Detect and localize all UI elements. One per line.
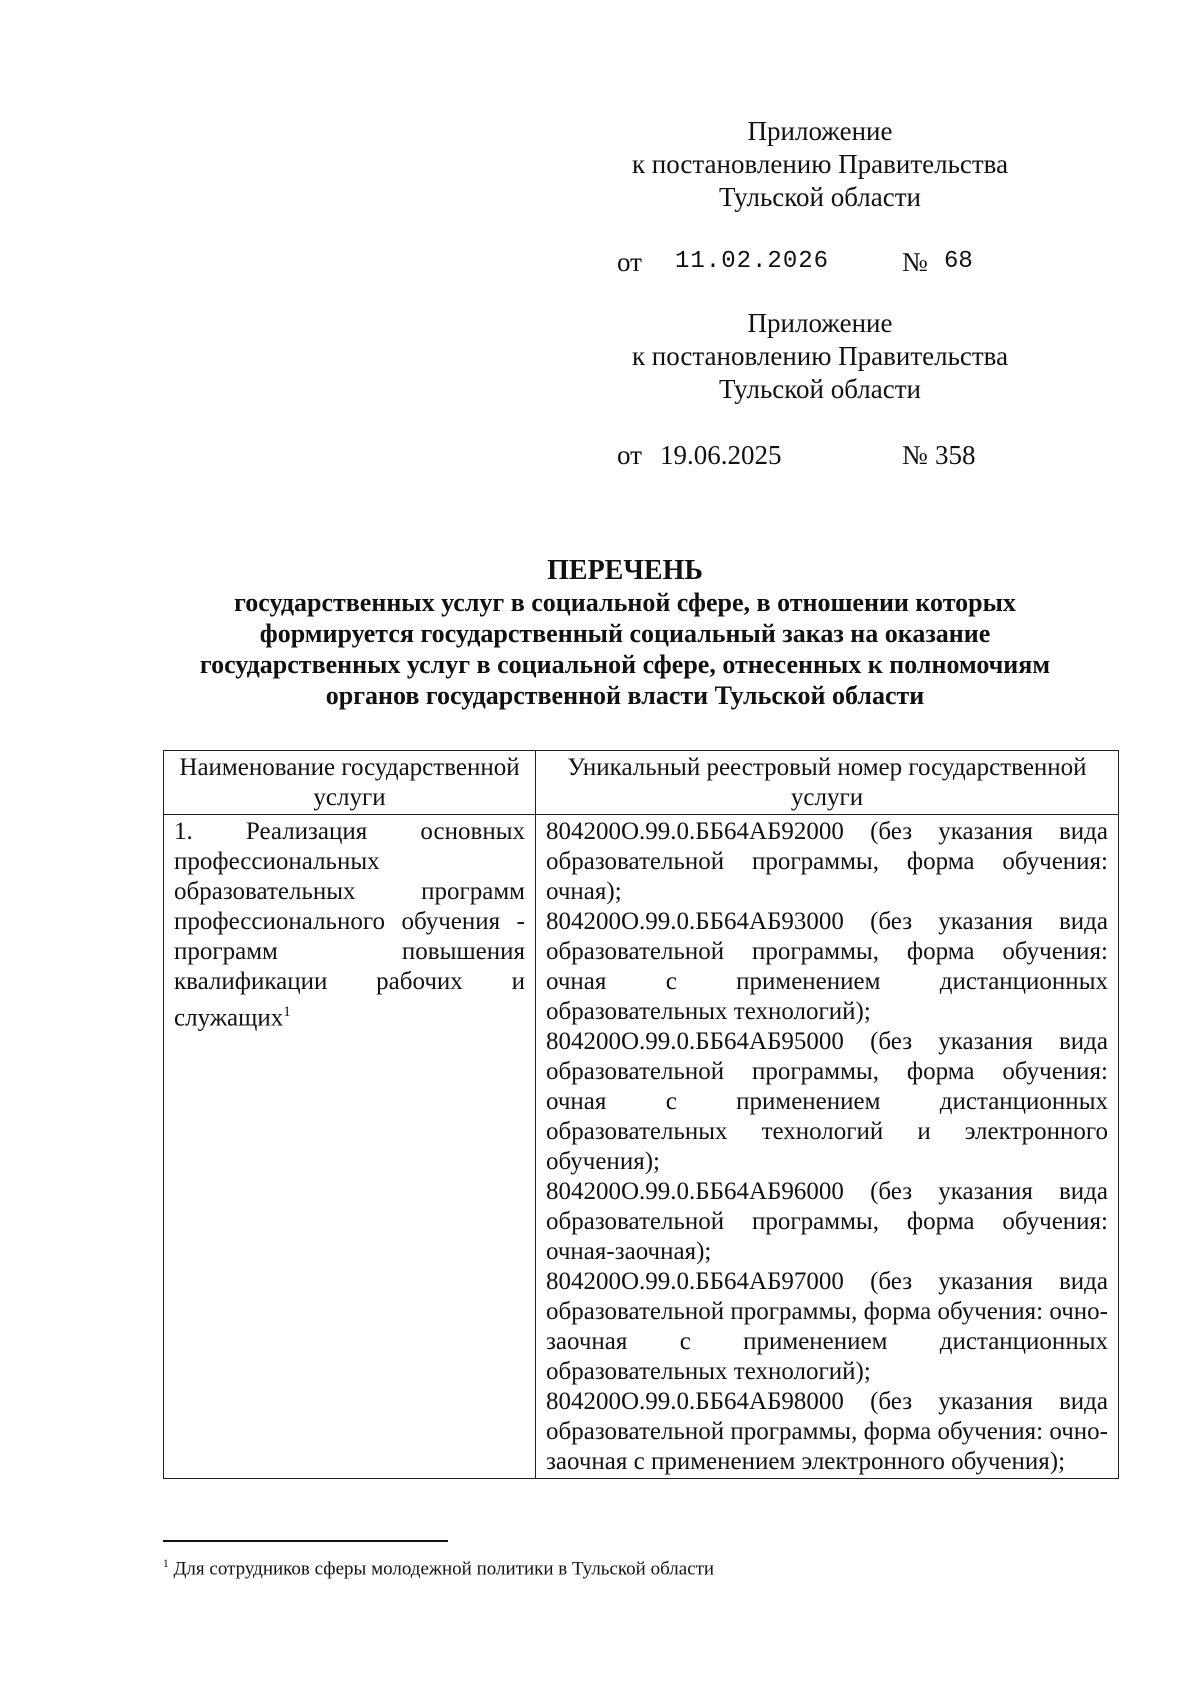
title-line: государственных услуг в социальной сфере, в отношении которых [234,588,1016,617]
registry-code-item: 804200О.99.0.ББ64АБ96000 (без указания вида образовательной программы, форма обучения: очная-заочная); [546,1178,1108,1265]
footnote-divider [163,1540,448,1542]
footnote [163,1558,714,1580]
appendix-current-dateline [617,247,973,278]
service-name-cell [164,815,536,1479]
table-header-row [164,751,1119,815]
appendix-original-dateline [617,440,976,471]
column-header-registry-number: Уникальный реестровый номер государственной услуги [536,751,1119,815]
date-label: от [617,247,642,277]
registry-code-item: 804200О.99.0.ББ64АБ92000 (без указания вида образовательной программы, форма обучения: очная); [546,818,1108,905]
title-line: органов государственной власти Тульской области [325,681,925,710]
registry-codes-cell [536,815,1119,1479]
footnote-ref: 1 [283,1004,291,1020]
title-line: государственных услуг в социальной сфере, отнесенных к полномочиям [199,650,1051,679]
decree-date: 11.02.2026 [675,248,830,275]
column-header-service-name: Наименование государственной услуги [164,751,536,815]
registry-code-item: 804200О.99.0.ББ64АБ93000 (без указания вида образовательной программы, форма обучения: очная с применением дистанционных образовательных технологий); [546,908,1108,1025]
appendix-original-header [560,307,1080,406]
registry-code-list [546,817,1108,1477]
title-heading: ПЕРЕЧЕНЬ [547,555,703,586]
decree-number: 68 [944,248,973,275]
decree-date: 19.06.2025 [660,440,782,470]
appendix-title: Приложение [747,116,893,146]
appendix-region: Тульской области [719,374,921,404]
table-row [164,815,1119,1479]
footnote-marker: 1 [163,1558,169,1570]
appendix-region: Тульской области [719,182,921,212]
footnote-text: Для сотрудников сферы молодежной политики в Тульской области [173,1558,715,1580]
number-label: № [902,247,928,277]
registry-code-item: 804200О.99.0.ББ64АБ95000 (без указания вида образовательной программы, форма обучения: очная с применением дистанционных образовательных технологий и электронного обучения); [546,1028,1108,1175]
decree-number: 358 [935,440,976,470]
appendix-subtitle: к постановлению Правительства [631,149,1009,179]
number-label: № [902,440,928,470]
date-label: от [617,440,642,470]
registry-code-item: 804200О.99.0.ББ64АБ97000 (без указания вида образовательной программы, форма обучения: очно-заочная с применением дистанционных образовательных технологий); [546,1268,1108,1385]
title-line: формируется государственный социальный заказ на оказание [259,619,991,648]
services-table [163,750,1119,1479]
service-name: 1. Реализация основных профессиональных образовательных программ профессионального обучения - программ повышения квалификации рабочих и служащих [174,818,525,1032]
registry-code-item: 804200О.99.0.ББ64АБ98000 (без указания вида образовательной программы, форма обучения: очно-заочная с применением электронного обучения); [546,1388,1108,1475]
appendix-title: Приложение [747,308,893,338]
document-title [150,555,1100,711]
appendix-subtitle: к постановлению Правительства [631,341,1009,371]
appendix-current-header [560,115,1080,214]
